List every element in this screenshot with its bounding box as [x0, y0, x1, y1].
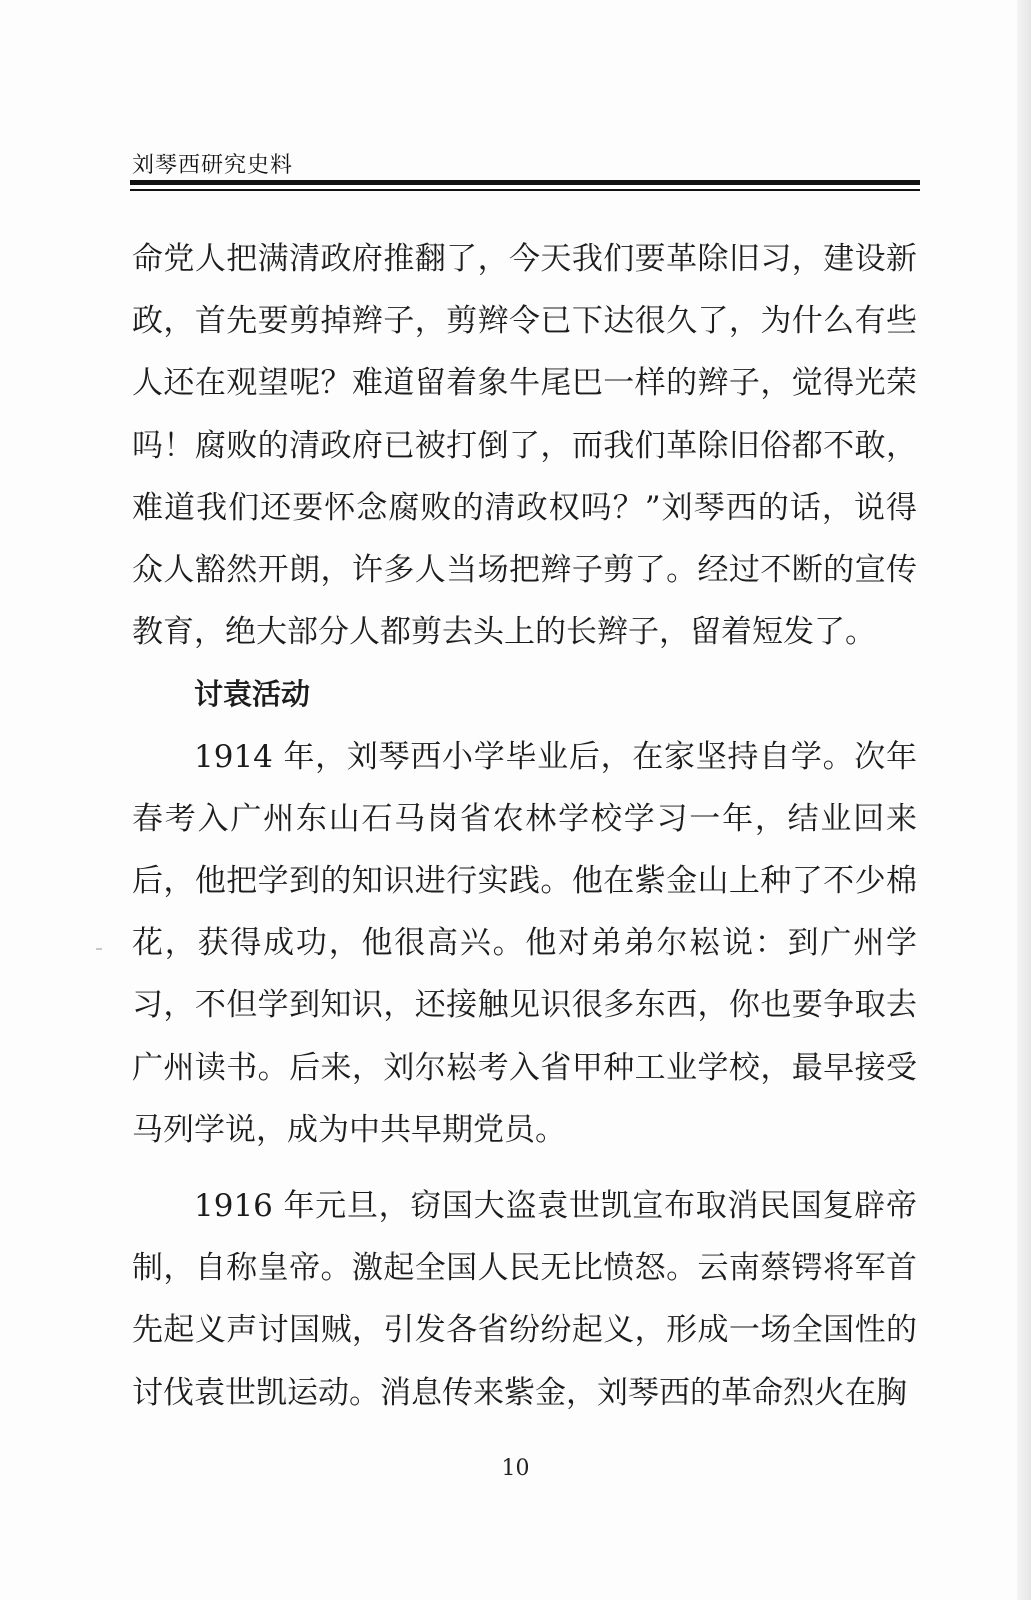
- running-header: 刘琴西研究史料: [132, 153, 294, 178]
- page-edge: [1017, 0, 1031, 1600]
- scan-speck: [96, 948, 102, 950]
- header-rule-thin: [130, 189, 920, 191]
- paragraph-continued: 命党人把满清政府推翻了，今天我们要革除旧习，建设新政，首先要剪掉辫子，剪辫令已下达很久了，为什么有些人还在观望呢？难道留着象牛尾巴一样的辫子，觉得光荣吗！腐败的清政府已被打倒了，而我们革除旧俗都不敢，难道我们还要怀念腐败的清政权吗？”刘琴西的话，说得众人豁然开朗，许多人当场把辫子剪了。经过不断的宣传教育，绝大部分人都剪去头上的长辫子，留着短发了。: [132, 241, 917, 651]
- body-text: [132, 228, 917, 1424]
- page-number: 10: [501, 1456, 530, 1481]
- header-rule-thick: [130, 180, 920, 185]
- paragraph: 1914 年，刘琴西小学毕业后，在家坚持自学。次年春考入广州东山石马岗省农林学校学习一年，结业回来后，他把学到的知识进行实践。他在紫金山上种了不少棉花，获得成功，他很高兴。他对弟弟尔崧说：到广州学习，不但学到知识，还接触见识很多东西，你也要争取去广州读书。后来，刘尔崧考入省甲种工业学校，最早接受马列学说，成为中共早期党员。: [132, 738, 917, 1148]
- section-heading: 讨袁活动: [194, 677, 311, 712]
- paragraph: 1916 年元旦，窃国大盗袁世凯宣布取消民国复辟帝制，自称皇帝。激起全国人民无比愤怒。云南蔡锷将军首先起义声讨国贼，引发各省纷纷起义，形成一场全国性的讨伐袁世凯运动。消息传来紫金，刘琴西的革命烈火在胸: [132, 1188, 917, 1411]
